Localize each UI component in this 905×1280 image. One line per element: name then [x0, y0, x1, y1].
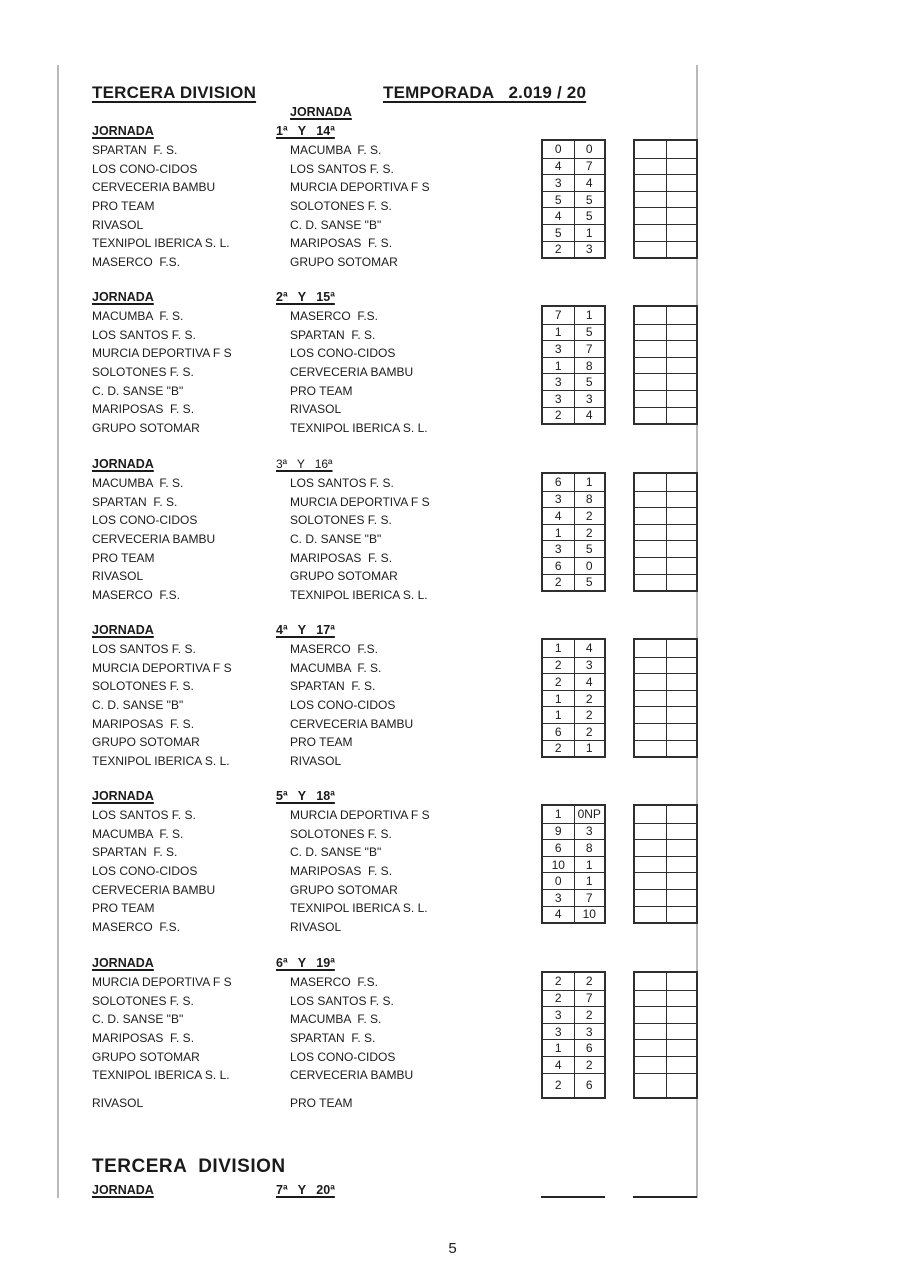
blank-cell: [635, 806, 666, 823]
away-score-cell: 2: [574, 507, 605, 524]
blank-cell: [635, 207, 666, 224]
blank-cell: [666, 557, 697, 574]
away-team: C. D. SANSE "B": [290, 531, 382, 546]
away-score-cell: 3: [574, 657, 605, 674]
blank-cell: [635, 307, 666, 324]
blank-cell: [635, 557, 666, 574]
home-team: SOLOTONES F. S.: [92, 679, 194, 694]
away-score-cell: 2: [574, 524, 605, 541]
jornada-block: [0, 956, 905, 1116]
blank-cell: [666, 1006, 697, 1023]
blank-cell: [666, 390, 697, 407]
home-team: MASERCO F.S.: [92, 254, 181, 269]
blank-cell: [666, 158, 697, 175]
blank-cell: [635, 390, 666, 407]
home-team: LOS CONO-CIDOS: [92, 513, 198, 528]
home-team: RIVASOL: [92, 217, 144, 232]
blank-cell: [666, 839, 697, 856]
away-team: LOS CONO-CIDOS: [290, 697, 396, 712]
home-score-cell: 9: [543, 823, 574, 840]
away-team: PRO TEAM: [290, 1095, 353, 1110]
away-team: MURCIA DEPORTIVA F S: [290, 494, 430, 509]
home-team: LOS SANTOS F. S.: [92, 327, 196, 342]
blank-cell: [666, 224, 697, 241]
jornada-label: JORNADA: [92, 623, 154, 637]
away-team: PRO TEAM: [290, 383, 353, 398]
home-score-cell: 6: [554, 475, 562, 490]
away-score-cell: 2: [574, 1006, 605, 1023]
home-team: SOLOTONES F. S.: [92, 364, 194, 379]
home-score-cell: 10: [543, 856, 574, 873]
blank-cell: [666, 241, 697, 258]
blank-cell: [635, 889, 666, 906]
away-team: GRUPO SOTOMAR: [290, 254, 398, 269]
home-score-cell: 2: [543, 407, 574, 424]
blank-cell: [666, 307, 697, 324]
away-team: MARIPOSAS F. S.: [290, 550, 393, 565]
away-score-cell: 3: [574, 823, 605, 840]
away-team: PRO TEAM: [290, 735, 353, 750]
blank-cell: [635, 640, 666, 657]
home-team: GRUPO SOTOMAR: [92, 420, 200, 435]
blank-cell: [635, 990, 666, 1007]
home-score-cell: 4: [543, 507, 574, 524]
next-jornada-label: JORNADA: [92, 1183, 154, 1197]
away-score-cell: 2: [574, 706, 605, 723]
away-score-cell: 1: [574, 474, 605, 491]
home-team: C. D. SANSE "B": [92, 1012, 184, 1027]
home-score-cell: 2: [543, 673, 574, 690]
away-score-cell: 1: [574, 740, 605, 757]
home-team: C. D. SANSE "B": [92, 697, 184, 712]
jornada-block: [0, 290, 905, 450]
away-score-cell: 8: [574, 839, 605, 856]
jornada-block: [0, 457, 905, 617]
jornada-block: [0, 789, 905, 949]
blank-cell: [666, 373, 697, 390]
home-team: GRUPO SOTOMAR: [92, 1049, 200, 1064]
blank-cell: [666, 207, 697, 224]
blank-cell: [635, 1023, 666, 1040]
blank-cell: [666, 706, 697, 723]
jornada-block: [0, 623, 905, 783]
away-score-cell: 5: [574, 324, 605, 341]
jornada-column-header: JORNADA: [290, 105, 352, 119]
blank-cell: [666, 357, 697, 374]
blank-cell: [635, 1073, 666, 1097]
blank-cell: [635, 357, 666, 374]
home-score-cell: 4: [543, 158, 574, 175]
blank-table: [633, 139, 698, 259]
away-score-cell: 5: [574, 574, 605, 591]
blank-cell: [666, 640, 697, 657]
away-score-cell: 5: [574, 540, 605, 557]
home-team: MASERCO F.S.: [92, 587, 181, 602]
away-team: MURCIA DEPORTIVA F S: [290, 808, 430, 822]
blank-cell: [666, 657, 697, 674]
away-score-cell: 4: [574, 174, 605, 191]
home-score-cell: 2: [554, 974, 562, 989]
away-team: MASERCO F.S.: [290, 975, 379, 989]
blank-cell: [666, 872, 697, 889]
away-score-cell: 4: [574, 673, 605, 690]
division-title: TERCERA DIVISION: [92, 83, 257, 102]
next-blank-table-top-edge: [633, 1196, 697, 1198]
away-score-cell: 3: [574, 1023, 605, 1040]
away-score-cell: 2: [574, 1056, 605, 1073]
blank-table: [633, 305, 698, 425]
away-team: SPARTAN F. S.: [290, 679, 376, 694]
home-team: MARIPOSAS F. S.: [92, 1030, 195, 1045]
next-section-title: TERCERA DIVISION: [92, 1156, 286, 1177]
home-score-cell: 4: [543, 207, 574, 224]
home-score-cell: 0: [554, 142, 562, 157]
home-score-cell: 2: [543, 1073, 574, 1097]
jornada-label: JORNADA: [92, 457, 154, 471]
jornada-round: 1ª Y 14ª: [276, 124, 335, 138]
score-table: [541, 971, 606, 1099]
blank-cell: [635, 324, 666, 341]
away-team: GRUPO SOTOMAR: [290, 882, 398, 897]
blank-cell: [635, 973, 666, 990]
jornada-round: 4ª Y 17ª: [276, 623, 335, 637]
home-team: LOS CONO-CIDOS: [92, 161, 198, 176]
away-team: RIVASOL: [290, 919, 342, 934]
home-team: PRO TEAM: [92, 901, 155, 916]
blank-cell: [666, 524, 697, 541]
home-score-cell: 2: [543, 990, 574, 1007]
jornada-label: JORNADA: [92, 290, 154, 304]
home-score-cell: 3: [543, 540, 574, 557]
blank-cell: [666, 673, 697, 690]
home-team: MACUMBA F. S.: [92, 476, 184, 490]
home-score-cell: 1: [554, 641, 562, 656]
away-score-cell: 7: [574, 158, 605, 175]
home-score-cell: 1: [554, 807, 562, 822]
home-team: LOS CONO-CIDOS: [92, 863, 198, 878]
away-score-cell: 1: [574, 307, 605, 324]
home-team: MASERCO F.S.: [92, 919, 181, 934]
home-score-cell: 3: [543, 340, 574, 357]
home-score-cell: 1: [543, 690, 574, 707]
blank-cell: [635, 690, 666, 707]
away-team: LOS SANTOS F. S.: [290, 161, 394, 176]
away-score-cell: 7: [574, 990, 605, 1007]
blank-cell: [666, 1023, 697, 1040]
home-team: CERVECERIA BAMBU: [92, 882, 216, 897]
away-team: SOLOTONES F. S.: [290, 513, 392, 528]
away-team: LOS SANTOS F. S.: [290, 993, 394, 1008]
away-score-cell: 4: [574, 640, 605, 657]
season-title: TEMPORADA 2.019 / 20: [383, 83, 587, 102]
away-team: MACUMBA F. S.: [290, 1012, 382, 1027]
home-score-cell: 5: [543, 224, 574, 241]
home-score-cell: 2: [543, 657, 574, 674]
home-team: MACUMBA F. S.: [92, 826, 184, 841]
next-jornada-round: 7ª Y 20ª: [276, 1183, 335, 1197]
away-score-cell: 2: [574, 723, 605, 740]
home-score-cell: 0: [543, 872, 574, 889]
blank-cell: [666, 990, 697, 1007]
blank-cell: [635, 706, 666, 723]
home-team: PRO TEAM: [92, 198, 155, 213]
blank-table: [633, 638, 698, 758]
score-table: [541, 139, 606, 259]
home-score-cell: 4: [543, 906, 574, 923]
jornada-label: JORNADA: [92, 956, 154, 970]
home-team: GRUPO SOTOMAR: [92, 735, 200, 750]
blank-cell: [666, 491, 697, 508]
jornada-label: JORNADA: [92, 124, 154, 138]
blank-cell: [635, 141, 666, 158]
home-score-cell: 1: [543, 324, 574, 341]
blank-cell: [666, 574, 697, 591]
blank-cell: [666, 191, 697, 208]
blank-cell: [666, 889, 697, 906]
blank-cell: [635, 491, 666, 508]
away-score-cell: 1: [574, 856, 605, 873]
home-team: TEXNIPOL IBERICA S. L.: [92, 1068, 230, 1083]
away-score-cell: 10: [574, 906, 605, 923]
home-team: CERVECERIA BAMBU: [92, 180, 216, 195]
blank-cell: [635, 191, 666, 208]
home-team: SOLOTONES F. S.: [92, 993, 194, 1008]
jornada-round: 2ª Y 15ª: [276, 290, 335, 304]
blank-cell: [635, 740, 666, 757]
blank-cell: [666, 806, 697, 823]
away-team: MARIPOSAS F. S.: [290, 863, 393, 878]
away-team: CERVECERIA BAMBU: [290, 364, 414, 379]
blank-cell: [635, 1006, 666, 1023]
blank-cell: [666, 906, 697, 923]
away-score-cell: 5: [574, 373, 605, 390]
home-score-cell: 3: [543, 1006, 574, 1023]
away-team: MASERCO F.S.: [290, 642, 379, 656]
blank-cell: [635, 373, 666, 390]
blank-cell: [666, 1056, 697, 1073]
home-team: MURCIA DEPORTIVA F S: [92, 346, 232, 361]
blank-cell: [635, 823, 666, 840]
away-score-cell: 6: [574, 1073, 605, 1097]
away-team: LOS CONO-CIDOS: [290, 346, 396, 361]
next-score-table-top-edge: [541, 1196, 605, 1198]
home-team: TEXNIPOL IBERICA S. L.: [92, 753, 230, 768]
away-score-cell: 4: [574, 407, 605, 424]
blank-cell: [635, 1056, 666, 1073]
away-score-cell: 7: [574, 889, 605, 906]
blank-cell: [666, 1073, 697, 1097]
away-score-cell: 3: [574, 390, 605, 407]
blank-cell: [666, 690, 697, 707]
away-score-cell: 0: [574, 557, 605, 574]
home-score-cell: 1: [543, 357, 574, 374]
blank-table: [633, 472, 698, 592]
home-score-cell: 1: [543, 524, 574, 541]
home-team: LOS SANTOS F. S.: [92, 808, 196, 822]
home-team: PRO TEAM: [92, 550, 155, 565]
away-team: LOS SANTOS F. S.: [290, 476, 394, 490]
away-team: TEXNIPOL IBERICA S. L.: [290, 420, 428, 435]
away-team: C. D. SANSE "B": [290, 845, 382, 860]
blank-cell: [635, 1039, 666, 1056]
blank-cell: [635, 224, 666, 241]
away-score-cell: 5: [574, 207, 605, 224]
blank-cell: [666, 540, 697, 557]
blank-cell: [666, 507, 697, 524]
blank-cell: [635, 906, 666, 923]
page-number: 5: [448, 1240, 457, 1257]
home-score-cell: 3: [543, 1023, 574, 1040]
blank-cell: [666, 474, 697, 491]
blank-cell: [666, 141, 697, 158]
home-score-cell: 3: [543, 491, 574, 508]
blank-cell: [635, 657, 666, 674]
home-score-cell: 4: [543, 1056, 574, 1073]
blank-cell: [635, 407, 666, 424]
blank-cell: [635, 340, 666, 357]
away-team: RIVASOL: [290, 753, 342, 768]
blank-cell: [635, 839, 666, 856]
blank-cell: [635, 723, 666, 740]
jornada-round: 5ª Y 18ª: [276, 789, 335, 803]
score-table: [541, 305, 606, 425]
away-score-cell: 1: [574, 224, 605, 241]
blank-cell: [635, 872, 666, 889]
blank-table: [633, 971, 698, 1099]
blank-cell: [635, 474, 666, 491]
jornada-label: JORNADA: [92, 789, 154, 803]
away-team: SPARTAN F. S.: [290, 1030, 376, 1045]
home-score-cell: 3: [543, 174, 574, 191]
home-score-cell: 6: [543, 723, 574, 740]
home-team: SPARTAN F. S.: [92, 845, 178, 860]
away-team: MARIPOSAS F. S.: [290, 236, 393, 251]
jornada-block: [0, 124, 905, 284]
blank-cell: [666, 407, 697, 424]
blank-cell: [635, 540, 666, 557]
away-team: MASERCO F.S.: [290, 309, 379, 323]
home-team: MACUMBA F. S.: [92, 309, 184, 323]
home-score-cell: 5: [543, 191, 574, 208]
away-team: TEXNIPOL IBERICA S. L.: [290, 587, 428, 602]
blank-table: [633, 804, 698, 924]
away-score-cell: 2: [574, 973, 605, 990]
away-score-cell: 7: [574, 340, 605, 357]
away-score-cell: 3: [574, 241, 605, 258]
home-team: TEXNIPOL IBERICA S. L.: [92, 236, 230, 251]
away-team: LOS CONO-CIDOS: [290, 1049, 396, 1064]
away-team: CERVECERIA BAMBU: [290, 1068, 414, 1083]
away-score-cell: 2: [574, 690, 605, 707]
home-team: MURCIA DEPORTIVA F S: [92, 975, 232, 989]
blank-cell: [635, 574, 666, 591]
blank-cell: [635, 856, 666, 873]
home-score-cell: 2: [543, 574, 574, 591]
blank-cell: [666, 856, 697, 873]
away-team: SPARTAN F. S.: [290, 327, 376, 342]
blank-cell: [635, 241, 666, 258]
away-score-cell: 8: [574, 491, 605, 508]
blank-cell: [666, 324, 697, 341]
away-team: MURCIA DEPORTIVA F S: [290, 180, 430, 195]
away-team: C. D. SANSE "B": [290, 217, 382, 232]
away-team: TEXNIPOL IBERICA S. L.: [290, 901, 428, 916]
home-score-cell: 3: [543, 390, 574, 407]
home-score-cell: 6: [543, 557, 574, 574]
blank-cell: [666, 740, 697, 757]
score-table: [541, 472, 606, 592]
blank-cell: [635, 673, 666, 690]
blank-cell: [666, 340, 697, 357]
jornada-round: 3ª Y 16ª: [276, 457, 333, 471]
blank-cell: [666, 174, 697, 191]
away-score-cell: 5: [574, 191, 605, 208]
home-team: SPARTAN F. S.: [92, 494, 178, 509]
home-team: RIVASOL: [92, 1095, 144, 1110]
blank-cell: [635, 158, 666, 175]
home-score-cell: 6: [543, 839, 574, 856]
home-score-cell: 2: [543, 241, 574, 258]
away-team: GRUPO SOTOMAR: [290, 569, 398, 584]
home-team: MARIPOSAS F. S.: [92, 402, 195, 417]
blank-cell: [666, 973, 697, 990]
home-team: MURCIA DEPORTIVA F S: [92, 660, 232, 675]
score-table: [541, 638, 606, 758]
home-score-cell: 1: [543, 1039, 574, 1056]
score-table: [541, 804, 606, 924]
jornada-round: 6ª Y 19ª: [276, 956, 335, 970]
away-team: MACUMBA F. S.: [290, 143, 382, 157]
home-score-cell: 1: [543, 706, 574, 723]
away-team: SOLOTONES F. S.: [290, 826, 392, 841]
home-team: SPARTAN F. S.: [92, 143, 178, 157]
away-team: SOLOTONES F. S.: [290, 198, 392, 213]
away-team: RIVASOL: [290, 402, 342, 417]
away-score-cell: 0NP: [574, 806, 605, 823]
home-team: MARIPOSAS F. S.: [92, 716, 195, 731]
home-score-cell: 7: [554, 308, 562, 323]
home-score-cell: 3: [543, 889, 574, 906]
home-team: C. D. SANSE "B": [92, 383, 184, 398]
home-score-cell: 2: [543, 740, 574, 757]
away-score-cell: 0: [574, 141, 605, 158]
blank-cell: [635, 507, 666, 524]
blank-cell: [666, 823, 697, 840]
away-score-cell: 8: [574, 357, 605, 374]
blank-cell: [635, 174, 666, 191]
home-score-cell: 3: [543, 373, 574, 390]
away-team: CERVECERIA BAMBU: [290, 716, 414, 731]
blank-cell: [666, 723, 697, 740]
blank-cell: [666, 1039, 697, 1056]
home-team: CERVECERIA BAMBU: [92, 531, 216, 546]
away-score-cell: 6: [574, 1039, 605, 1056]
blank-cell: [635, 524, 666, 541]
away-score-cell: 1: [574, 872, 605, 889]
home-team: LOS SANTOS F. S.: [92, 642, 196, 656]
away-team: MACUMBA F. S.: [290, 660, 382, 675]
home-team: RIVASOL: [92, 569, 144, 584]
